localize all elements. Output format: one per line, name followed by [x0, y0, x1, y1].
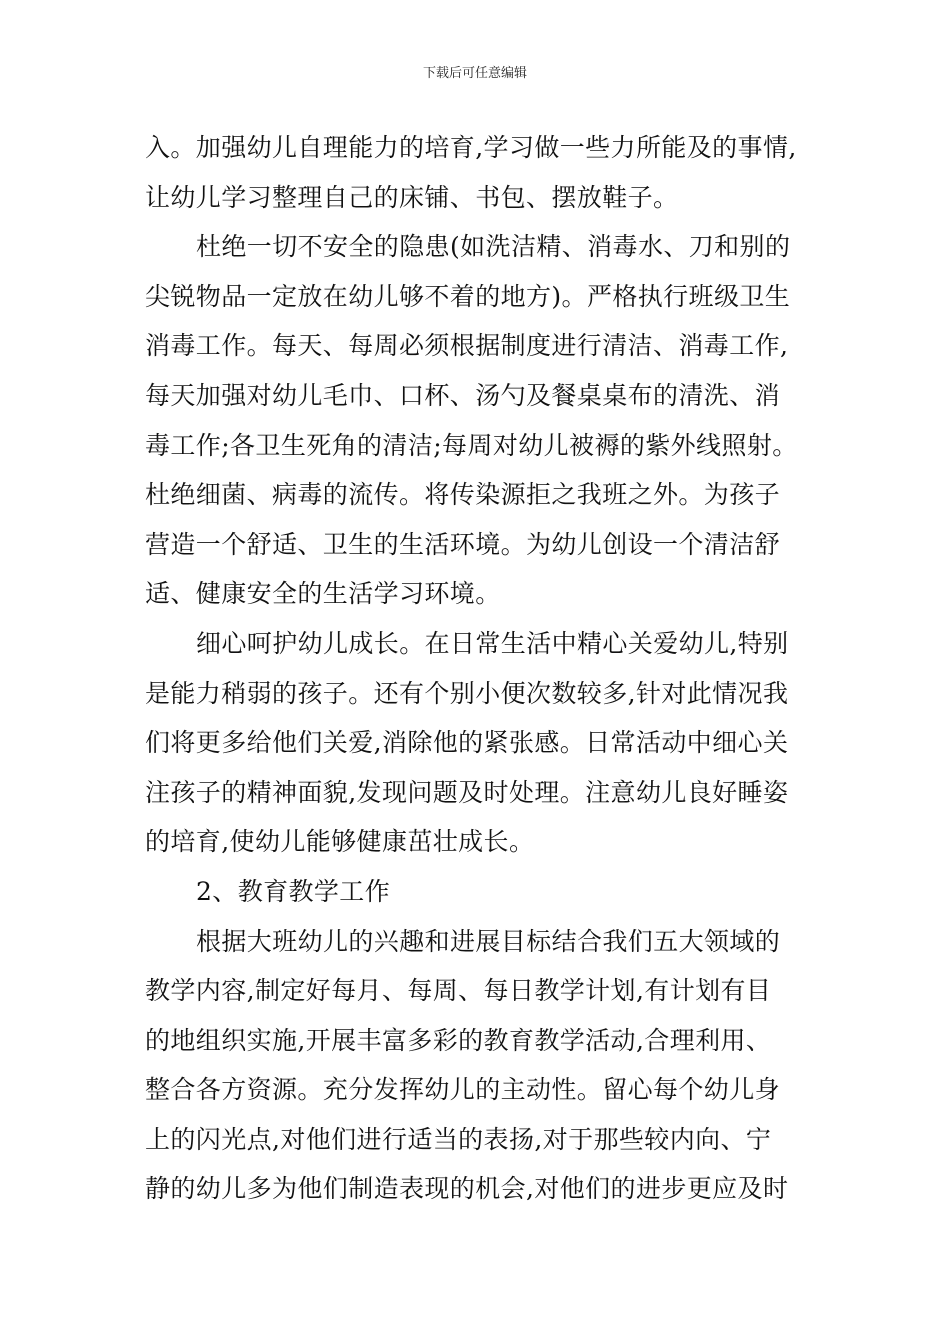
text-line: 整合各方资源。充分发挥幼儿的主动性。留心每个幼儿身 — [145, 1075, 781, 1105]
text-line: 的培育,使幼儿能够健康茁壮成长。 — [145, 827, 535, 857]
text-line: 根据大班幼儿的兴趣和进展目标结合我们五大领域的 — [196, 926, 781, 956]
text-line: 注孩子的精神面貌,发现问题及时处理。注意幼儿良好睡姿 — [145, 777, 789, 807]
text-line: 入。加强幼儿自理能力的培育,学习做一些力所能及的事情, — [145, 133, 797, 162]
text-line: 毒工作;各卫生死角的清洁;每周对幼儿被褥的紫外线照射。 — [145, 430, 798, 460]
document-body — [145, 123, 835, 1214]
text-line: 静的幼儿多为他们制造表现的机会,对他们的进步更应及时 — [145, 1174, 789, 1204]
text-line: 杜绝细菌、病毒的流传。将传染源拒之我班之外。为孩子 — [145, 480, 781, 510]
text-line: 营造一个舒适、卫生的生活环境。为幼儿创设一个清洁舒 — [145, 529, 781, 559]
text-line: 上的闪光点,对他们进行适当的表扬,对于那些较内向、宁 — [145, 1124, 772, 1154]
text-line: 2、教育教学工作 — [196, 876, 391, 906]
text-line: 的地组织实施,开展丰富多彩的教育教学活动,合理利用、 — [145, 1025, 772, 1055]
text-line: 们将更多给他们关爱,消除他的紧张感。日常活动中细心关 — [145, 728, 789, 758]
text-line: 适、健康安全的生活学习环境。 — [145, 579, 501, 609]
text-line: 是能力稍弱的孩子。还有个别小便次数较多,针对此情况我 — [145, 678, 789, 708]
text-line: 杜绝一切不安全的隐患(如洗洁精、消毒水、刀和别的 — [196, 232, 791, 262]
text-line: 每天加强对幼儿毛巾、口杯、汤勺及餐桌桌布的清洗、消 — [145, 380, 781, 410]
page-header: 下载后可任意编辑 — [422, 66, 527, 81]
text-line: 消毒工作。每天、每周必须根据制度进行清洁、消毒工作, — [145, 331, 789, 361]
text-line: 教学内容,制定好每月、每周、每日教学计划,有计划有目 — [145, 976, 772, 1006]
text-line: 细心呵护幼儿成长。在日常生活中精心关爱幼儿,特别 — [196, 628, 789, 658]
text-line: 让幼儿学习整理自己的床铺、书包、摆放鞋子。 — [145, 182, 679, 212]
text-line: 尖锐物品一定放在幼儿够不着的地方)。严格执行班级卫生 — [145, 281, 791, 311]
